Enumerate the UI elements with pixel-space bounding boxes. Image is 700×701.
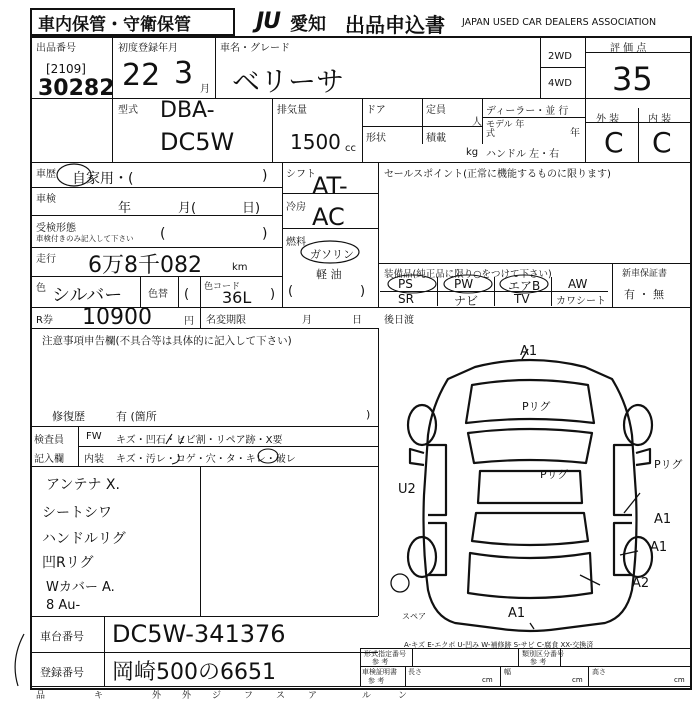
sales-point-label: セールスポイント(正常に機能するものに限ります) <box>384 169 611 180</box>
interior-check-items: キズ・汚レ・コゲ・穴・タ・キレ・破レ <box>116 454 296 465</box>
recycle-label: R券 <box>36 315 53 326</box>
name-change-day: 日 <box>352 315 362 326</box>
registration-value: 岡崎500の6651 <box>112 660 276 685</box>
diagram-mark-a1-right: A1 <box>654 512 672 527</box>
lot-number-label: 出品番号 <box>36 43 76 54</box>
bottom-cell-9: ン <box>398 691 408 701</box>
fw-label: FW <box>86 431 102 442</box>
color-code-label: 色コード <box>204 282 241 292</box>
history-value: 自家用・( <box>72 171 134 187</box>
diagram-mark-a2: A2 <box>632 576 650 591</box>
recycle-unit: 円 <box>184 316 194 327</box>
category-number-label: 類別区分番号 <box>522 650 564 658</box>
name-change-month: 月 <box>302 315 312 326</box>
inspection-label: 車検 <box>36 194 56 205</box>
color-change-label: 色替 <box>148 289 168 300</box>
score-value: 35 <box>612 60 653 98</box>
equipment-label: 装備品(純正品に限り○をつけて下さい) <box>384 269 552 280</box>
model-value-1: DBA- <box>160 98 215 123</box>
lot-number-value: 30282 <box>38 76 115 101</box>
diagram-mark-u2: U2 <box>398 482 416 497</box>
warranty-label: 新車保証書 <box>622 269 668 279</box>
mileage-value: 6万8千082 <box>88 253 202 278</box>
model-year-unit: 年 <box>570 128 580 139</box>
registration-label: 登録番号 <box>40 666 84 679</box>
inspection-day: 日) <box>242 201 261 216</box>
equip-navi: ナビ <box>454 294 479 308</box>
bottom-cell-0: 品 <box>36 691 46 701</box>
storage-stamp-text: 車内保管・守衛保管 <box>38 15 191 35</box>
bottom-cell-2: 外 <box>152 691 162 701</box>
shift-value: AT- <box>312 172 348 200</box>
first-registration-year: 22 <box>122 58 161 93</box>
capacity-label: 定員 <box>426 105 446 116</box>
month-unit: 月 <box>200 84 210 95</box>
repair-label: 修復歴 <box>52 410 85 423</box>
equip-seat: カワシート <box>556 296 606 307</box>
note-line-3: ハンドルリグ <box>42 531 126 547</box>
chassis-label: 車台番号 <box>40 630 84 643</box>
entry-label: 記入欄 <box>34 454 64 465</box>
equipment-circle-marks <box>380 270 610 300</box>
displacement-value: 1500 <box>290 130 341 154</box>
receipt-close: ) <box>262 226 268 242</box>
exterior-grade: C <box>604 126 624 159</box>
chassis-value: DC5W-341376 <box>112 620 286 648</box>
drive-4wd: 4WD <box>548 78 572 89</box>
bottom-cell-7: ア <box>308 691 318 701</box>
bottom-row <box>32 688 692 700</box>
color-change-open: ( <box>184 287 190 302</box>
height-unit: cm <box>674 676 685 684</box>
aircon-label: 冷房 <box>286 202 306 213</box>
score-label: 評 価 点 <box>610 43 647 54</box>
color-change-close: ) <box>270 287 276 302</box>
lot-number-bracket: [2109] <box>46 62 86 76</box>
diagram-mark-a1-top: A1 <box>520 344 538 359</box>
shape-label: 形状 <box>366 133 386 144</box>
note-line-5: Wカバー A. <box>46 580 115 595</box>
damage-legend: A-キズ E-エクボ U-凹み W-補修跡 S-サビ C-腐食 XX-交換済 <box>404 641 594 649</box>
history-label: 車歴 <box>36 169 56 180</box>
equip-pw: PW <box>454 277 474 291</box>
length-unit: cm <box>482 676 493 684</box>
first-registration-label: 初度登録年月 <box>118 43 178 54</box>
after-note-label: 後日渡 <box>384 315 414 326</box>
receipt-note: 車検付きのみ記入して下さい <box>36 234 134 243</box>
bottom-cell-4: ジ <box>212 691 222 701</box>
shift-label: シフト <box>286 169 316 180</box>
bottom-cell-6: ス <box>276 691 286 701</box>
interior-grade: C <box>652 126 672 159</box>
form-subtitle: JAPAN USED CAR DEALERS ASSOCIATION <box>462 17 657 28</box>
equip-tv: TV <box>514 292 530 306</box>
fuel-circle-mark <box>298 238 362 266</box>
equip-airbag: エアB <box>508 279 541 293</box>
equip-sr: SR <box>398 292 414 306</box>
note-line-2: シートシワ <box>42 505 112 521</box>
repair-value: 有 (箇所 <box>116 410 157 423</box>
aircon-value: AC <box>312 203 345 231</box>
notes-label: 注意事項申告欄(不具合等は具体的に記入して下さい) <box>42 335 292 347</box>
width-label: 幅 <box>504 668 511 676</box>
diagram-mark-pdent-3: Pリグ <box>654 458 683 471</box>
bottom-cell-3: 外 <box>182 691 192 701</box>
bottom-cell-5: フ <box>244 691 254 701</box>
interior-check-label: 内装 <box>84 454 104 465</box>
inspector-label: 検査員 <box>34 435 64 446</box>
load-label: 積載 <box>426 133 446 144</box>
drive-2wd: 2WD <box>548 51 572 62</box>
ju-logo: JU <box>256 9 281 34</box>
car-damage-diagram <box>380 345 690 650</box>
door-label: ドア <box>366 105 386 116</box>
fw-items: キズ・凹石・ヒビ割・リペア跡・X要 <box>116 435 283 446</box>
inspector-marks <box>150 428 290 466</box>
fuel-gasoline: ガソリン <box>310 248 354 261</box>
exterior-label: 外 装 <box>596 114 620 125</box>
color-value: シルバー <box>52 285 123 306</box>
diagram-mark-pdent-2: Pリグ <box>540 468 569 481</box>
logo-name: 愛知 <box>290 14 326 35</box>
equip-aw: AW <box>568 277 588 291</box>
form-title: 出品申込書 <box>345 13 445 37</box>
color-code-value: 36L <box>222 288 252 307</box>
approval-reference: 参 考 <box>372 658 389 666</box>
recycle-value: 10900 <box>82 305 152 330</box>
displacement-label: 排気量 <box>277 105 307 116</box>
height-label: 高さ <box>592 668 606 676</box>
receipt-label: 受検形態 <box>36 223 76 234</box>
displacement-unit: cc <box>345 143 356 154</box>
fuel-diesel: 軽 油 <box>316 268 342 281</box>
bottom-cell-1: キ <box>94 691 104 701</box>
note-line-1: アンテナ X. <box>46 477 120 493</box>
diagram-mark-a1-right-2: A1 <box>650 540 668 555</box>
model-label: 型式 <box>118 105 138 116</box>
approval-number-label: 形式指定番号 <box>364 650 406 658</box>
name-change-label: 名変期限 <box>206 315 246 326</box>
diagram-mark-pdent-1: Pリグ <box>522 400 551 413</box>
first-registration-month: 3 <box>174 56 194 91</box>
fuel-label: 燃料 <box>286 237 306 248</box>
color-label: 色 <box>36 283 46 294</box>
model-value-2: DC5W <box>160 128 235 156</box>
diagram-mark-a1-bottom: A1 <box>508 606 526 621</box>
car-name-value: ベリーサ <box>232 65 345 98</box>
dealer-label: ディーラー・並 行 <box>486 106 569 117</box>
handle-label: ハンドル 左・右 <box>486 149 560 160</box>
history-circle-mark <box>54 160 94 190</box>
mileage-label: 走行 <box>36 254 56 265</box>
spare-label: スペア <box>402 612 426 621</box>
equip-ps: PS <box>398 277 413 291</box>
note-line-4: 凹Rリグ <box>42 555 94 571</box>
fuel-close: ) <box>360 284 366 299</box>
width-unit: cm <box>572 676 583 684</box>
margin-bracket-mark <box>4 630 30 690</box>
reg-certificate-label: 車検証明書 <box>362 668 397 676</box>
inspection-month: 月( <box>178 201 197 216</box>
capacity-unit: 人 <box>472 117 482 128</box>
reg-certificate-reference: 参 考 <box>368 677 385 685</box>
receipt-open: ( <box>160 226 166 242</box>
warranty-value: 有 ・ 無 <box>624 288 664 301</box>
load-unit: kg <box>466 147 479 158</box>
history-close: ) <box>262 168 268 184</box>
note-line-6: 8 Au- <box>46 598 81 613</box>
mileage-unit: km <box>232 262 248 273</box>
category-reference: 参 考 <box>530 658 547 666</box>
car-name-label: 車名・グレード <box>220 43 290 54</box>
bottom-cell-8: ル <box>362 691 372 701</box>
interior-label: 内 装 <box>648 114 672 125</box>
fuel-open: ( <box>288 284 294 299</box>
model-year-label: モデル 年式 <box>486 120 525 139</box>
repair-close: ) <box>366 408 371 421</box>
length-label: 長さ <box>408 668 422 676</box>
inspection-year: 年 <box>118 201 132 216</box>
